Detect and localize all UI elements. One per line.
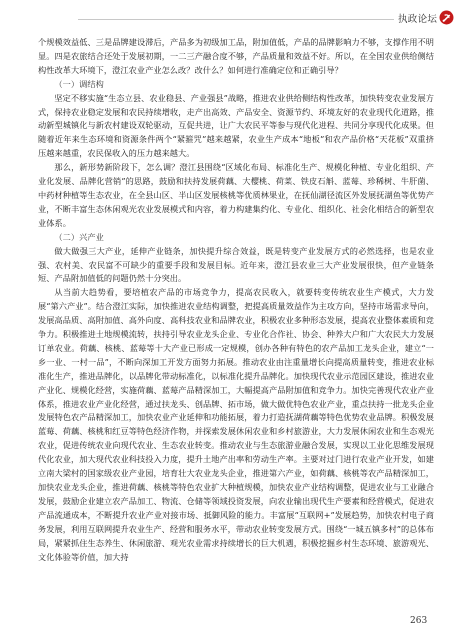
- paragraph: 坚定不移实施“生态立县、农业稳县、产业强县”战略，推进农业供给侧结构性改革，加快转变农业发展方式，保持农业稳定发展和农民持续增收，走产出高效、产品安全、资源节约、环境友好的农业现代化道路，推动新型城镇化与新农村建设双轮驱动，互促共进，让广大农民平等参与现代化进程、共同分享现代化成果。但随着近年来生态环境和资源条件两个“紧箍咒”越来越紧，农业生产成本“地板”和农产品价格“天花板”双重挤压越来越重，农民保收入的压力越来越大。: [38, 92, 434, 159]
- paragraph: 做大做强三大产业，延伸产业链条，加快提升综合效益，既是转变产业发展方式的必然选择，也是农业强、农村美、农民富不可缺少的重要手段和发展目标。近年来，澄江县农业三大产业发展很快，但产业链条短、产品附加值低的问题仍然十分突出。: [38, 245, 434, 284]
- section-title: 执政论坛: [398, 14, 438, 25]
- paragraph: 那么，新形势新阶段下，怎么调？澄江县围绕“区域化布局、标准化生产、规模化种植、专业化组织、产业化发展、品牌化营销”的思路，鼓励和扶持发展荷藕、大樱桃、荷菜、铁皮石斛、蓝莓、珍稀树、牛肝菌、中药材种植等生态农业，在全县山区、半山区发展核桃等优质林果业，在抚仙湖径流区外发展抚湖鱼等优势产业，不断丰富生态休闲观光农业发展模式和内容，着力构建集约化、专业化、组织化、社会化相结合的新型农业体系。: [38, 162, 434, 228]
- subheading-adjust-structure: （一）调结构: [54, 78, 104, 89]
- article-body: [38, 36, 434, 564]
- subheading-develop-industry: （二）兴产业: [54, 231, 104, 242]
- paragraph: 从当前大趋势看，要培植农产品的市场竞争力，提高农民收入，就要转变传统农业生产模式，大力发展“第六产业”。结合澄江实际，加快推进农业结构调整，把提高质量效益作为主攻方向，坚持市场需求导向，发展高品质、高附加值、高外向度、高科技农业和品牌农业，积极农业多种形态发展，提高农业整体素质和竞争力。积极推进土地规模流转，扶持引导农业龙头企业、专业化合作社、协会、种养大户和广大农民大力发展订单农业。荷藕、核桃、蓝莓等十大产业已形成一定规模，创办各种有特色的农产品加工龙头企业，建立“一乡一业、一村一品”，不断向深加工开发方面努力拓展。推动农业由注重量增长向提高质量转变，推进农业标准化生产，推进品牌化，以品牌化带动标准化，以标准化提升品牌化。加快现代农业示范园区建设，推进农业产业化、规模化经营，实施荷藕、蓝莓产品精深加工，大幅提高产品附加值和竞争力。加快完善现代农业产业体系，推进农业产业化经营，通过扶龙头、创品牌、拓市场，做大做优特色农业产业，重点扶持一批龙头企业发展特色农产品精深加工，加快农业产业延伸和功能拓展，着力打造抚湖荷藕等特色优势农业品牌。积极发展蓝莓、荷藕、核桃和红豆等特色经济作物，并探索发展休闲农业和乡村旅游业，大力发展休闲农业和生态观光农业，促进传统农业向现代农业、生态农业转变。推动农业与生态旅游业融合发展，实现以工业化思维发展现代化农业，加大现代农业科技投入力度，提升土地产出率和劳动生产率。主要对过门进行农业产业开发，如建立南大梁村的国家级农业产业园，培育壮大农业龙头企业，推进第六产业，如荷藕、核桃等农产品精深加工，加快农业龙头企业，推进荷藕、核桃等特色农业扩大种植规模，加快农业产业结构调整，促进农业与工业融合发展，鼓励企业建立农产品加工、物流、仓储等领域投资发展，向农业输出现代生产要素和经营模式，促进农产品流通成本，不断提升农业产业对接市场、抵御风险的能力。丰富展“互联网+”发展趋势，加快农村电子商务发展，利用互联网提升农业生产、经营和服务水平，带动农业转变发展方式。围绕“一城五镇多村”的总体布局，紧紧抓住生态养生、休闲旅游、观光农业需求持续增长的巨大机遇，积极挖掘乡村生态环境、旅游观光、文化体验等价值，加大持: [38, 287, 434, 562]
- paragraph: 个规模效益低、三是品牌建设滞后，产品多为初级加工品，附加值低，产品的品牌影响力不够，支撑作用不明显。四是农旅结合还处于发展初期，一二三产融合度不够，产品质量和效益不好。所以，在全国农业供给侧结构性改革大环境下，澄江农业产业怎么改？改什么？如何进行准确定位和正确引导？: [38, 37, 434, 75]
- header-rule: [78, 19, 394, 20]
- page-number: 263: [410, 616, 428, 626]
- party-emblem-icon: [439, 10, 454, 25]
